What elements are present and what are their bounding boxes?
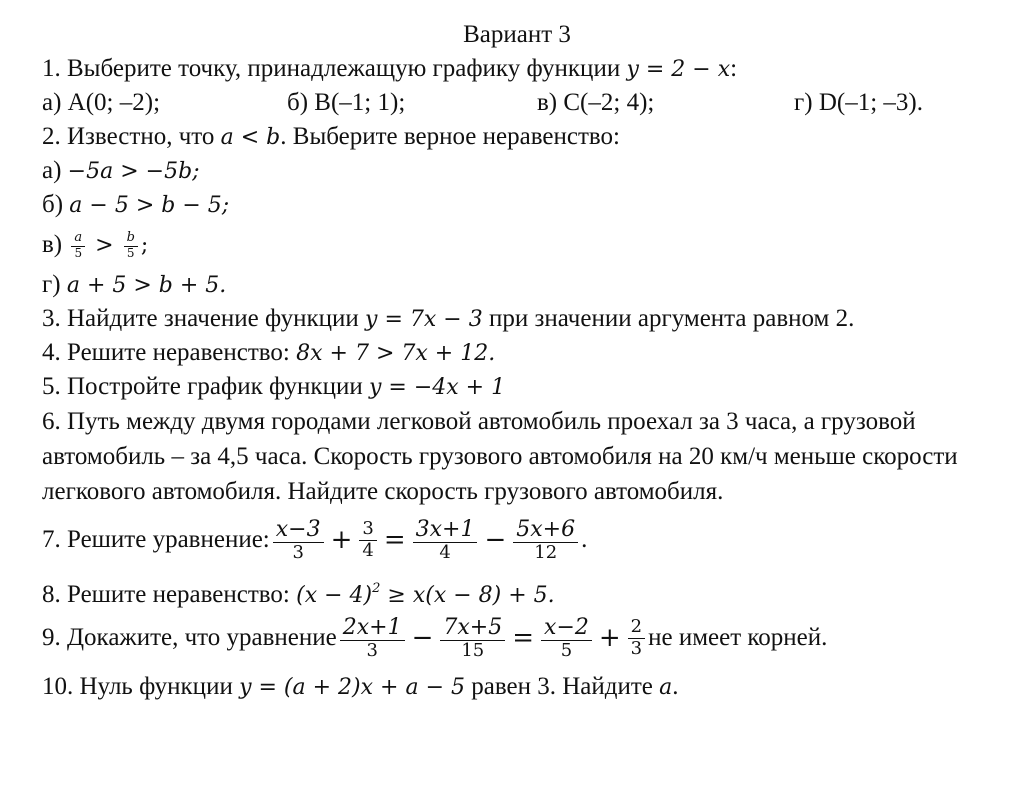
question-text: автомобиль – за 4,5 часа. Скорость грузового автомобиля на 20 км/ч меньше скорости xyxy=(42,443,958,470)
question-text: 5. Постройте график функции xyxy=(42,373,369,400)
punctuation: . xyxy=(672,673,679,700)
operator: − xyxy=(411,623,434,653)
question-text: 1. Выберите точку, принадлежащую графику функции xyxy=(42,55,627,82)
formula: ≥ x(x − 8) + 5. xyxy=(380,583,555,608)
denominator: 12 xyxy=(534,541,558,563)
question-1-options xyxy=(42,86,1002,120)
question-9 xyxy=(42,609,1002,667)
operator: > xyxy=(88,233,121,258)
fraction xyxy=(273,517,324,564)
worksheet xyxy=(42,18,1002,707)
question-text: 8. Решите неравенство: xyxy=(42,581,297,608)
denominator: 3 xyxy=(366,639,378,661)
formula: a xyxy=(659,675,673,700)
option-label: в) xyxy=(42,231,69,258)
question-text: 2. Известно, что xyxy=(42,123,221,150)
formula: 8x + 7 > 7x + 12. xyxy=(296,341,496,366)
denominator: 5 xyxy=(560,639,573,661)
question-text: 10. Нуль функции xyxy=(42,673,240,700)
numerator: 2x+1 xyxy=(340,615,405,641)
question-text: при значении аргумента равном 2. xyxy=(482,305,855,332)
question-text: . Выберите верное неравенство: xyxy=(280,123,620,150)
denominator: 5 xyxy=(126,246,135,261)
fraction xyxy=(71,231,85,261)
option-label: г) xyxy=(42,271,67,298)
numerator: 5x+6 xyxy=(513,517,578,543)
option-g: г) D(–1; –3). xyxy=(794,89,923,116)
question-text: не имеет корней. xyxy=(648,624,828,651)
operator: = xyxy=(383,525,406,555)
operator: + xyxy=(330,525,353,555)
question-1 xyxy=(42,52,1002,86)
denominator: 15 xyxy=(461,639,485,661)
numerator: a xyxy=(71,231,85,247)
question-text: 4. Решите неравенство: xyxy=(42,339,297,366)
option-b xyxy=(42,188,1002,222)
question-text: 3. Найдите значение функции xyxy=(42,305,366,332)
page-title: Вариант 3 xyxy=(463,21,571,48)
denominator: 5 xyxy=(74,246,83,261)
option-b: б) B(–1; 1); xyxy=(287,89,406,116)
formula: y = (a + 2)x + a − 5 xyxy=(239,675,465,700)
denominator: 4 xyxy=(439,541,451,563)
numerator: b xyxy=(124,231,138,247)
question-4 xyxy=(42,336,1002,370)
punctuation: . xyxy=(581,526,588,553)
fraction xyxy=(413,517,478,564)
question-text: 7. Решите уравнение: xyxy=(42,526,270,553)
formula: a < b xyxy=(220,125,281,150)
fraction xyxy=(541,615,592,662)
fraction xyxy=(359,519,376,561)
option-a xyxy=(42,154,1002,188)
operator: + xyxy=(598,623,621,653)
question-text: легкового автомобиля. Найдите скорость грузового автомобиля. xyxy=(42,478,724,505)
fraction xyxy=(124,231,138,261)
question-2 xyxy=(42,120,1002,154)
numerator: x−3 xyxy=(273,517,324,543)
formula: (x − 4) xyxy=(296,583,373,608)
denominator: 3 xyxy=(630,637,643,659)
question-8 xyxy=(42,569,1002,609)
formula: y = −4x + 1 xyxy=(368,375,506,400)
numerator: 2 xyxy=(628,617,645,639)
formula: a + 5 > b + 5. xyxy=(66,273,227,298)
fraction xyxy=(513,517,578,564)
formula: a − 5 > b − 5; xyxy=(69,193,230,218)
formula: −5a > −5b; xyxy=(67,159,200,184)
operator: − xyxy=(484,525,507,555)
question-5 xyxy=(42,370,1002,404)
formula: y = 7x − 3 xyxy=(365,307,483,332)
question-text: 9. Докажите, что уравнение xyxy=(42,624,337,651)
question-7 xyxy=(42,511,1002,569)
denominator: 3 xyxy=(292,541,304,563)
exponent: 2 xyxy=(372,581,381,596)
question-tail: : xyxy=(730,55,738,82)
numerator: x−2 xyxy=(541,615,592,641)
question-text: 6. Путь между двумя городами легковой автомобиль проехал за 3 часа, а грузовой xyxy=(42,408,916,435)
question-3 xyxy=(42,302,1002,336)
numerator: 7x+5 xyxy=(440,615,505,641)
fraction xyxy=(440,615,505,662)
fraction xyxy=(340,615,405,662)
option-label: а) xyxy=(42,157,68,184)
option-g xyxy=(42,268,1002,302)
operator: = xyxy=(512,623,535,653)
numerator: 3x+1 xyxy=(413,517,478,543)
punctuation: ; xyxy=(140,233,149,258)
question-6 xyxy=(42,404,1002,509)
fraction xyxy=(628,617,645,659)
option-v: в) C(–2; 4); xyxy=(537,89,655,116)
formula: y = 2 − x xyxy=(626,57,731,82)
numerator: 3 xyxy=(359,519,376,541)
question-text: равен 3. Найдите xyxy=(465,673,660,700)
option-v xyxy=(42,222,1002,268)
question-10 xyxy=(42,667,1002,707)
denominator: 4 xyxy=(362,539,374,561)
option-label: б) xyxy=(42,191,70,218)
option-a: а) A(0; –2); xyxy=(42,89,161,116)
